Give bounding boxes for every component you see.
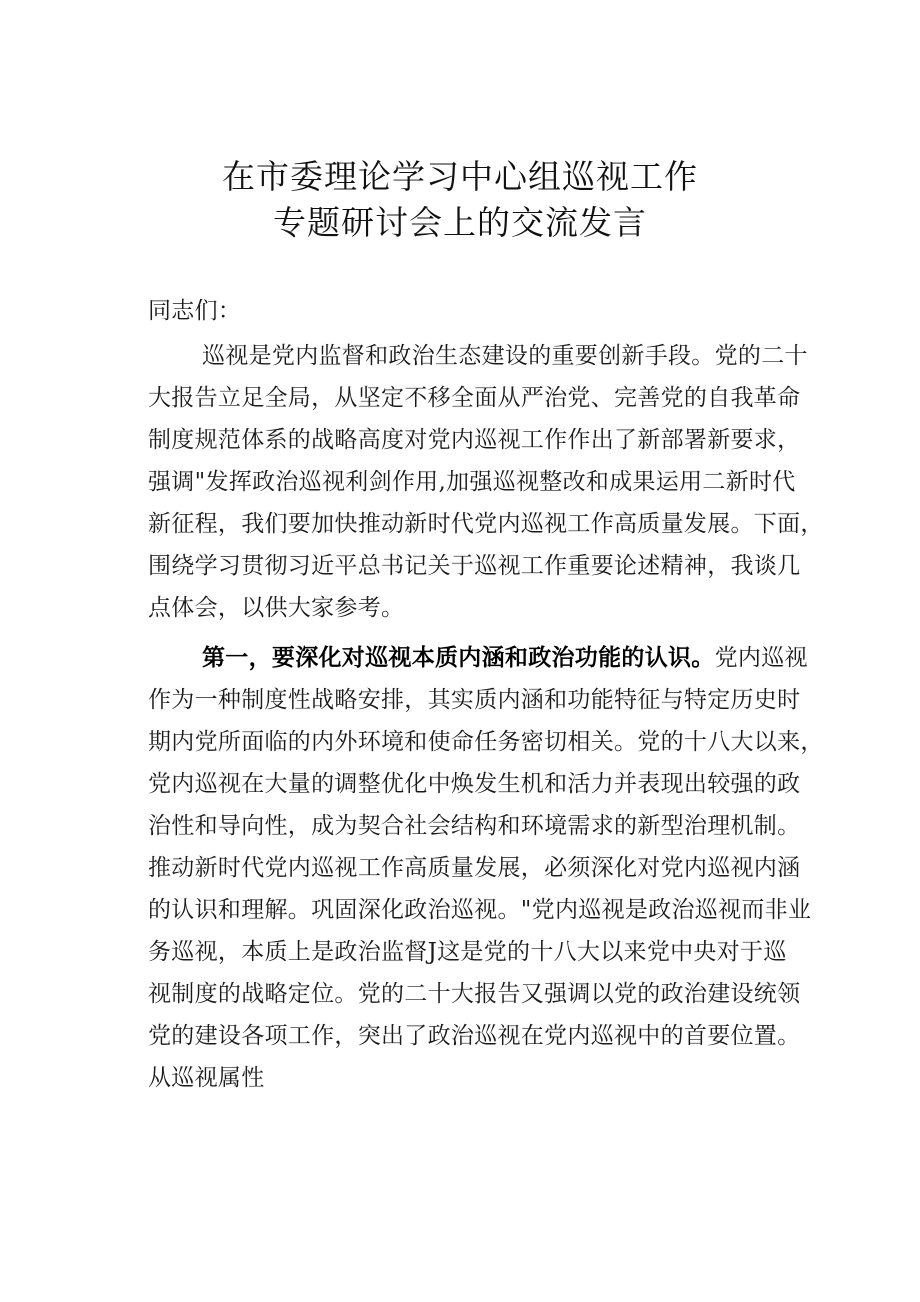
paragraph-1-line-4: 强调"发挥政治巡视利剑作用,加强巡视整改和成果运用二新时代 <box>148 469 796 495</box>
document-title-line-2: 专题研讨会上的交流发言 <box>273 203 647 242</box>
paragraph-2-line-9: 视制度的战略定位。党的二十大报告又强调以党的政治建设统领 <box>148 981 801 1007</box>
paragraph-2-line-4: 党内巡视在大量的调整优化中焕发生机和活力并表现出较强的政 <box>148 771 801 797</box>
paragraph-2-line-8: 务巡视，本质上是政治监督J这是党的十八大以来党中央对于巡 <box>148 939 787 965</box>
paragraph-2-line-2: 作为一种制度性战略安排，其实质内涵和功能特征与特定历史时 <box>148 687 801 713</box>
paragraph-2-first-line-tail: 党内巡视 <box>714 645 808 671</box>
paragraph-2-line-1 <box>202 643 808 673</box>
paragraph-2-line-3: 期内党所面临的内外环境和使命任务密切相关。党的十八大以来， <box>148 729 824 755</box>
paragraph-2-line-11: 从巡视属性 <box>148 1065 265 1091</box>
paragraph-1-line-2: 大报告立足全局，从坚定不移全面从严治党、完善党的自我革命 <box>148 385 801 411</box>
paragraph-2-line-6: 推动新时代党内巡视工作高质量发展，必须深化对党内巡视内涵 <box>148 855 801 881</box>
paragraph-1-line-3: 制度规范体系的战略高度对党内巡视工作作出了新部署新要求， <box>148 427 801 453</box>
paragraph-2-heading: 第一，要深化对巡视本质内涵和政治功能的认识。 <box>202 644 715 671</box>
paragraph-2-line-7: 的认识和理解。巩固深化政治巡视。"党内巡视是政治巡视而非业 <box>148 897 812 923</box>
paragraph-2-line-5: 治性和导向性，成为契合社会结构和环境需求的新型治理机制。 <box>148 813 801 839</box>
paragraph-1-line-6: 围绕学习贯彻习近平总书记关于巡视工作重要论述精神，我谈几 <box>148 553 801 579</box>
document-title-line-1: 在市委理论学习中心组巡视工作 <box>222 157 698 196</box>
salutation: 同志们： <box>148 298 242 324</box>
paragraph-1-line-7: 点体会，以供大家参考。 <box>148 595 405 621</box>
paragraph-1-line-5: 新征程，我们要加快推动新时代党内巡视工作高质量发展。下面， <box>148 511 824 537</box>
paragraph-1-line-1: 巡视是党内监督和政治生态建设的重要创新手段。党的二十 <box>202 343 808 369</box>
paragraph-2-line-10: 党的建设各项工作，突出了政治巡视在党内巡视中的首要位置。 <box>148 1023 801 1049</box>
